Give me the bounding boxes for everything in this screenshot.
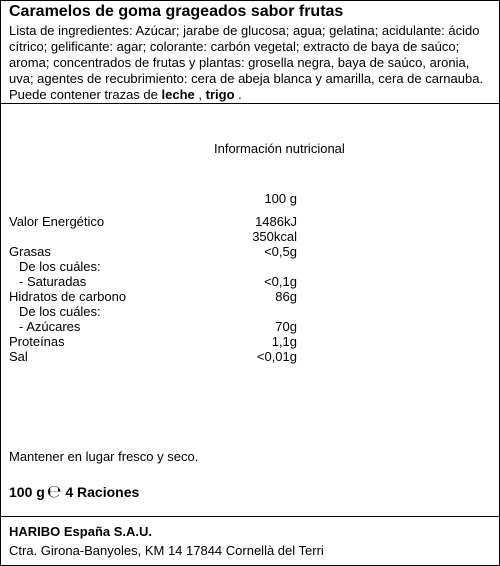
nutrient-value: <0,5g xyxy=(264,244,297,259)
nutrient-name: Grasas xyxy=(9,244,51,259)
nutrient-value: <0,1g xyxy=(264,274,297,289)
company-name: HARIBO España S.A.U. xyxy=(9,524,153,539)
nutrient-name: Valor Energético xyxy=(9,214,105,229)
ingredients-end: . xyxy=(238,87,242,102)
nutrient-name: De los cuáles: xyxy=(19,259,101,274)
divider-ingredients xyxy=(1,103,500,104)
ingredients-list: Lista de ingredientes: Azúcar; jarabe de glucosa; agua; gelatina; acidulante: ácido cítrico; gelificante: agar; colorante: carbón vegetal; extracto de baya de saúco; aroma; concentrados de frutas y plantas: grosella negra, baya de saúco, aronia, uva; agentes de recubrimiento: cera de abeja blanca y amarilla, cera de carnauba. Puede contener trazas de xyxy=(9,23,484,102)
nutrient-value: 1,1g xyxy=(271,334,297,349)
nutrient-name: Proteínas xyxy=(9,334,65,349)
nutrient-name: - Saturadas xyxy=(19,274,87,289)
estimated-sign-icon: ℮ xyxy=(46,482,62,502)
ingredients-text xyxy=(9,23,489,103)
net-weight: 100 g xyxy=(9,484,45,500)
portion-info xyxy=(9,482,139,502)
allergen-milk: leche xyxy=(161,87,195,102)
nutrition-row xyxy=(1,229,500,244)
nutrition-row xyxy=(1,244,500,259)
nutrition-row xyxy=(1,319,500,334)
nutrient-value: 86g xyxy=(275,289,297,304)
divider-company xyxy=(1,516,500,517)
storage-instructions: Mantener en lugar fresco y seco. xyxy=(9,449,199,464)
nutrition-row xyxy=(1,259,500,274)
nutrition-row xyxy=(1,289,500,304)
nutrient-value: 350kcal xyxy=(252,229,297,244)
nutrient-name: - Azúcares xyxy=(19,319,81,334)
nutrition-row xyxy=(1,349,500,364)
nutrient-name: De los cuáles: xyxy=(19,304,101,319)
per-100g-label: 100 g xyxy=(264,191,297,206)
servings: 4 Raciones xyxy=(65,484,140,500)
allergen-separator: , xyxy=(198,87,203,102)
nutrition-row xyxy=(1,214,500,229)
nutrient-value: 1486kJ xyxy=(255,214,297,229)
nutrient-name: Hidratos de carbono xyxy=(9,289,127,304)
nutrition-per-header xyxy=(1,191,500,206)
nutrient-name: Sal xyxy=(9,349,28,364)
nutrition-row xyxy=(1,304,500,319)
company-address: Ctra. Girona-Banyoles, KM 14 17844 Cornellà del Terri xyxy=(9,543,324,558)
nutrition-row xyxy=(1,274,500,289)
allergen-wheat: trigo xyxy=(205,87,235,102)
nutrition-heading: Información nutricional xyxy=(214,141,345,156)
nutrient-value: <0,01g xyxy=(256,349,297,364)
nutrient-value: 70g xyxy=(275,319,297,334)
nutrition-row xyxy=(1,334,500,349)
product-title: Caramelos de goma grageados sabor frutas xyxy=(9,3,344,20)
